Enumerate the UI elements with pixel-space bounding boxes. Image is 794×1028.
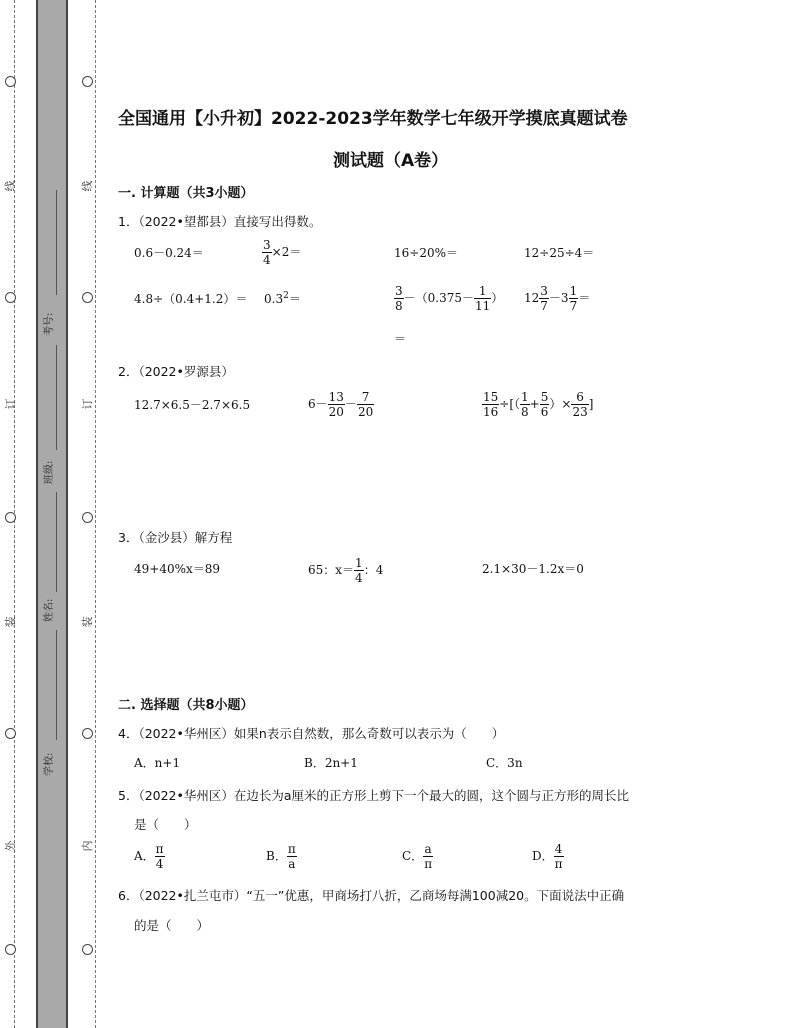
q1-item-d: 12÷25÷4＝ <box>524 246 595 260</box>
section-heading: 二. 选择题（共8小题） <box>118 698 254 713</box>
q5-option-b: B． $\frac{\pi}{a}$ <box>266 842 296 871</box>
question-5-stem-cont: 是（ ） <box>134 817 197 832</box>
exam-number-label: 考号: <box>44 312 55 336</box>
class-label: 班级: <box>44 460 55 484</box>
question-3-stem: 3．（金沙县）解方程 <box>118 530 233 545</box>
class-line <box>56 345 57 450</box>
inner-mark: 内 <box>81 840 94 852</box>
outer-mark: 装 <box>4 616 17 628</box>
name-label: 姓名: <box>44 598 55 622</box>
q2-item-a: 12.7×6.5－2.7×6.5 <box>134 398 251 412</box>
page-title: 全国通用【小升初】2022-2023学年数学七年级开学摸底真题试卷 <box>118 109 628 129</box>
binding-hole <box>5 944 16 955</box>
exam-number-line <box>56 190 57 295</box>
name-line <box>56 492 57 592</box>
binding-hole <box>82 76 93 87</box>
question-4-stem: 4．（2022•华州区）如果n表示自然数，那么奇数可以表示为（ ） <box>118 726 505 741</box>
q1-item-g-equals: ＝ <box>394 332 407 346</box>
binding-hole <box>82 292 93 303</box>
outer-mark: 订 <box>4 398 17 410</box>
q1-item-a: 0.6－0.24＝ <box>134 246 204 260</box>
inner-mark: 线 <box>81 180 94 192</box>
page-subtitle: 测试题（A卷） <box>333 151 449 171</box>
school-label: 学校: <box>44 752 55 776</box>
question-5-stem: 5．（2022•华州区）在边长为a厘米的正方形上剪下一个最大的圆，这个圆与正方形的周长比 <box>118 788 630 803</box>
q2-item-c: $\frac{15}{16}$ ÷[（ $\frac{1}{8}$ + $\frac{5}{6}$ ）× $\frac{6}{23}$ ] <box>483 390 594 419</box>
section-heading: 一. 计算题（共3小题） <box>118 186 254 201</box>
q1-item-e: 4.8÷（0.4+1.2）＝ <box>134 292 248 306</box>
question-1-stem: 1．（2022•望都县）直接写出得数。 <box>118 214 322 229</box>
binding-band <box>36 0 68 1028</box>
q4-option-c: C．3n <box>486 756 523 770</box>
q1-item-f: $0.3^2=$ <box>264 291 301 306</box>
q5-option-d: D． $\frac{4}{\pi}$ <box>532 842 563 871</box>
binding-hole <box>5 728 16 739</box>
q1-item-h: 12 $\frac{3}{7}$ －3 $\frac{1}{7}$ ＝ <box>524 284 591 313</box>
q1-item-b: $\frac{3}{4}$ ×2＝ <box>263 238 302 267</box>
binding-hole <box>5 76 16 87</box>
inner-cut-line <box>95 0 96 1028</box>
binding-hole <box>5 292 16 303</box>
q5-option-a: A． $\frac{\pi}{4}$ <box>134 842 164 871</box>
binding-hole <box>82 728 93 739</box>
binding-hole <box>5 512 16 523</box>
q5-option-c: C． $\frac{a}{\pi}$ <box>402 842 433 871</box>
q1-item-c: 16÷20%＝ <box>394 246 458 260</box>
question-6-stem-cont: 的是（ ） <box>134 918 210 933</box>
q4-option-a: A．n+1 <box>134 756 181 770</box>
question-6-stem: 6．（2022•扎兰屯市）“五一”优惠，甲商场打八折，乙商场每满100减20。下面说法中正确 <box>118 888 625 903</box>
q3-item-b: 65：x＝ $\frac{1}{4}$ ：4 <box>308 556 384 585</box>
school-line <box>56 630 57 740</box>
outer-mark: 线 <box>4 180 17 192</box>
q3-item-a: 49+40%x＝89 <box>134 562 221 576</box>
q2-item-b: 6－ $\frac{13}{20}$ － $\frac{7}{20}$ <box>308 390 374 419</box>
inner-mark: 订 <box>81 398 94 410</box>
q1-item-g: $\frac{3}{8}$ －（0.375－ $\frac{1}{11}$ ） <box>395 284 504 313</box>
q3-item-c: 2.1×30－1.2x＝0 <box>482 562 584 576</box>
question-2-stem: 2．（2022•罗源县） <box>118 364 234 379</box>
binding-hole <box>82 944 93 955</box>
q4-option-b: B．2n+1 <box>304 756 358 770</box>
binding-hole <box>82 512 93 523</box>
inner-mark: 装 <box>81 616 94 628</box>
outer-mark: 外 <box>4 840 17 852</box>
